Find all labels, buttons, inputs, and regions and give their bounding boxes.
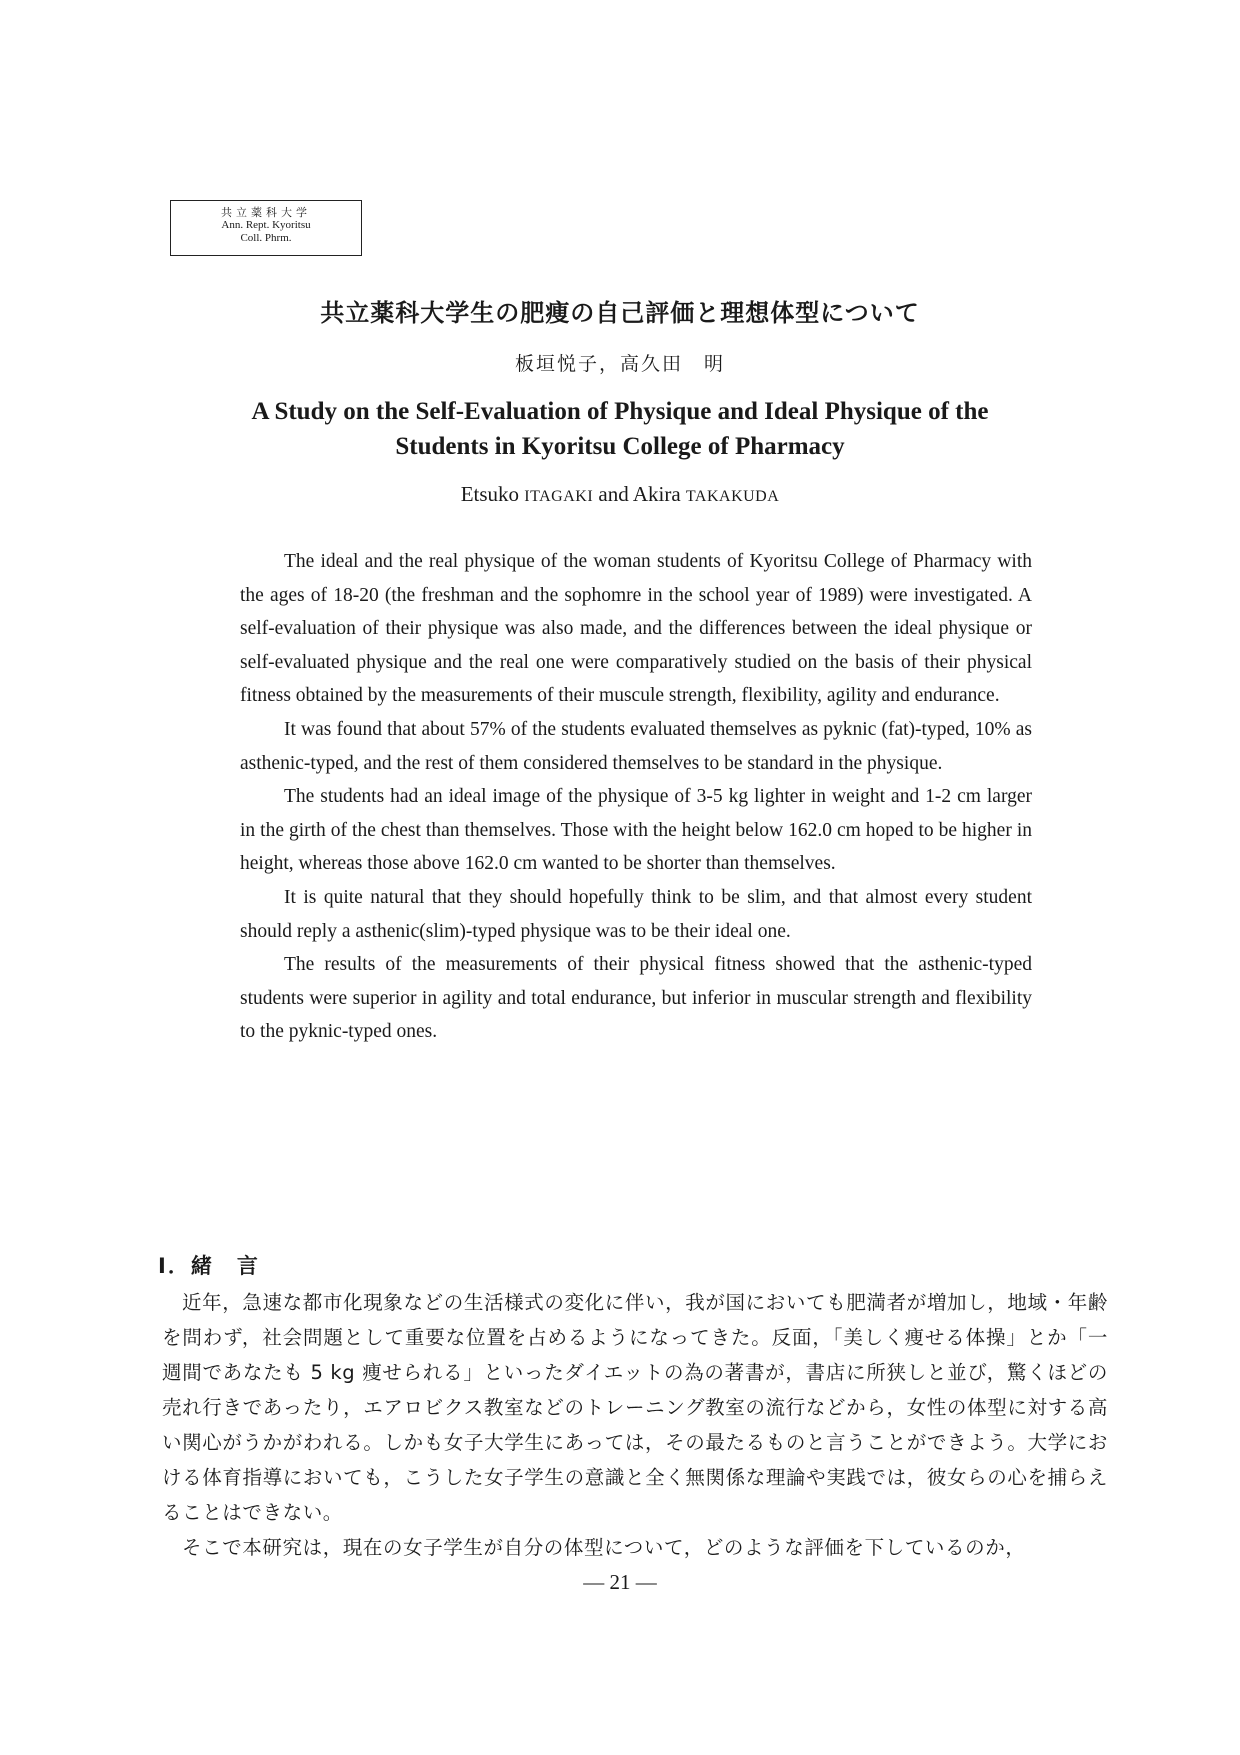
author1-last-name: ITAGAKI (524, 488, 594, 505)
authors-jp: 板垣悦子，高久田 明 (514, 353, 725, 375)
paper-title-jp: 共立薬科大学生の肥痩の自己評価と理想体型について (320, 299, 920, 327)
section-heading-introduction: Ⅰ．緒 言 (158, 1254, 260, 1278)
author1-first-name: Etsuko (460, 482, 525, 506)
journal-label-box (170, 200, 362, 256)
abstract-paragraph: The students had an ideal image of the physique of 3-5 kg lighter in weight and 1-2 cm larger in the girth of the chest than themselves. Those with the height below 162.0 cm hoped to be higher in height, whereas those above 162.0 cm wanted to be shorter than themselves. (240, 786, 1032, 875)
paper-title-en-line2: Students in Kyoritsu College of Pharmacy (395, 433, 845, 460)
journal-name-abbrev: Coll. Phrm. (240, 232, 292, 244)
abstract-paragraph: It is quite natural that they should hopefully think to be slim, and that almost every student should reply a asthenic(slim)-typed physique was to be their ideal one. (240, 886, 1032, 942)
paper-title-en-line1: A Study on the Self-Evaluation of Physique and Ideal Physique of the (251, 398, 989, 425)
abstract-paragraph: The ideal and the real physique of the woman students of Kyoritsu College of Pharmacy with the ages of 18-20 (the freshman and the sophomre in the school year of 1989) were investigated. A self-evaluation of their physique was also made, and the differences between the ideal physique or self-evaluated physique and the real one were comparatively studied on the basis of their physical fitness obtained by the measurements of their muscule strength, flexibility, agility and endurance. (240, 551, 1032, 707)
abstract-paragraph: It was found that about 57% of the students evaluated themselves as pyknic (fat)-typed, 10% as asthenic-typed, and the rest of them considered themselves to be standard in the physique. (240, 718, 1032, 774)
author2-last-name: TAKAKUDA (685, 488, 780, 505)
author-connector: and Akira (593, 482, 686, 506)
paper-title-en (0, 394, 1240, 464)
body-paragraph: 近年，急速な都市化現象などの生活様式の変化に伴い，我が国においても肥満者が増加し，地域・年齢を問わず，社会問題として重要な位置を占めるようになってきた。反面，「美しく痩せる体操」とか「一週間であなたも 5 kg 痩せられる」といったダイエットの為の著書が，書店に所狭しと並び，驚くほどの売れ行きであったり，エアロビクス教室などのトレーニング教室の流行などから，女性の体型に対する高い関心がうかがわれる。しかも女子大学生にあっては，その最たるものと言うことができよう。大学における体育指導においても，こうした女子学生の意識と全く無関係な理論や実践では，彼女らの心を捕らえることはできない。 (162, 1291, 1108, 1524)
journal-name-jp: 共立薬科大学 (221, 206, 311, 219)
journal-name-en: Ann. Rept. Kyoritsu (221, 219, 311, 231)
page-number: — 21 — (583, 1570, 657, 1594)
body-paragraph: そこで本研究は，現在の女子学生が自分の体型について，どのような評価を下しているのか， (182, 1536, 1026, 1559)
introduction-body (162, 1285, 1108, 1565)
abstract (240, 545, 1032, 1049)
authors-en (0, 482, 1240, 507)
abstract-paragraph: The results of the measurements of their physical fitness showed that the asthenic-typed students were superior in agility and total endurance, but inferior in muscular strength and flexibility to the pyknic-typed ones. (240, 954, 1032, 1043)
